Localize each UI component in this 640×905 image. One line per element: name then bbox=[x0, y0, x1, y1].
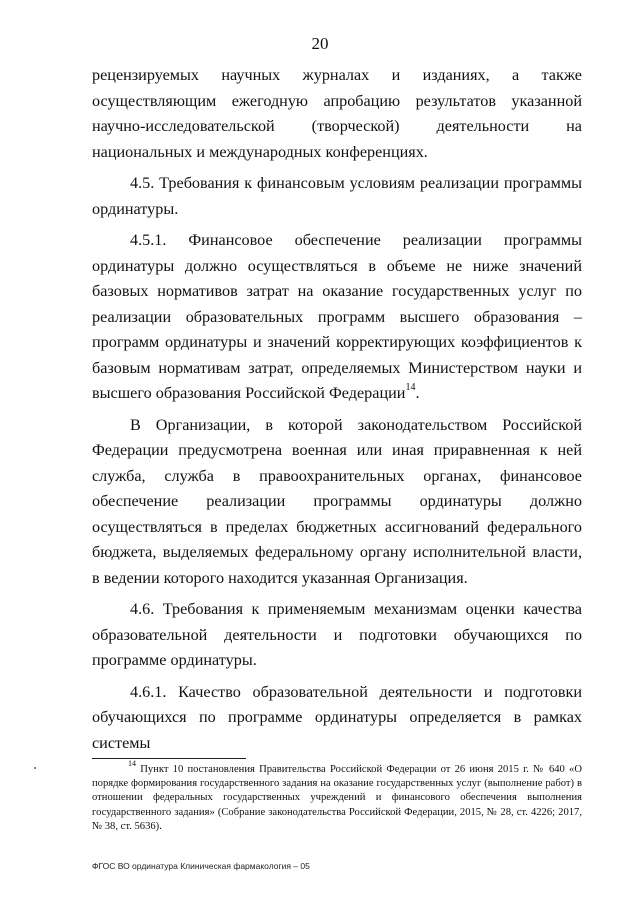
footnote-marker: 14 bbox=[128, 759, 136, 769]
paragraph: В Организации, в которой законодательством Российской Федерации предусмотрена военная или иная приравненная к ней служба, служба в правоохранительных органах, финансовое обеспечение реализации программы ординатуры должно осуществляться в пределах бюджетных ассигнований федерального бюджета, выделяемых федеральному органу исполнительной власти, в ведении которого находится указанная Организация. bbox=[92, 415, 582, 587]
body-text bbox=[92, 63, 582, 762]
paragraph: 4.6. Требования к применяемым механизмам оценки качества образовательной деятельности и подготовки обучающихся по программе ординатуры. bbox=[92, 600, 582, 669]
paragraph-tail: . bbox=[415, 384, 420, 402]
page-number: 20 bbox=[311, 34, 329, 53]
footnote-reference[interactable]: 14 bbox=[405, 381, 416, 393]
footnote bbox=[92, 759, 582, 834]
scan-speck bbox=[34, 767, 36, 769]
paragraph: рецензируемых научных журналах и изданиях, а также осуществляющим ежегодную апробацию результатов указанной научно-исследовательской (творческой) деятельности на национальных и международных конференциях. bbox=[92, 66, 582, 161]
paragraph bbox=[92, 228, 582, 407]
footnote-text: Пункт 10 постановления Правительства Российской Федерации от 26 июня 2015 г. № 640 «О порядке формирования государственного задания на оказание государственных услуг (выполнение работ) в отношении федеральных государственных учреждений и финансового обеспечения выполнения государственного задания» (Собрание законодательства Российской Федерации, 2015, № 28, ст. 4226; 2017, № 38, ст. 5636). bbox=[92, 764, 582, 832]
paragraph-text: 4.5.1. Финансовое обеспечение реализации программы ординатуры должно осуществляться в объеме не ниже значений базовых нормативов затрат на оказание государственных услуг по реализации образовательных программ высшего образования – программ ординатуры и значений корректирующих коэффициентов к базовым нормативам затрат, определяемых Министерством науки и высшего образования Российской Федерации bbox=[92, 231, 582, 402]
paragraph: 4.6.1. Качество образовательной деятельности и подготовки обучающихся по программе ординатуры определяется в рамках системы bbox=[92, 682, 582, 752]
page-footer: ФГОС ВО ординатура Клиническая фармакология – 05 bbox=[92, 861, 310, 871]
paragraph: 4.5. Требования к финансовым условиям реализации программы ординатуры. bbox=[92, 174, 582, 218]
footnote-divider bbox=[92, 758, 246, 759]
